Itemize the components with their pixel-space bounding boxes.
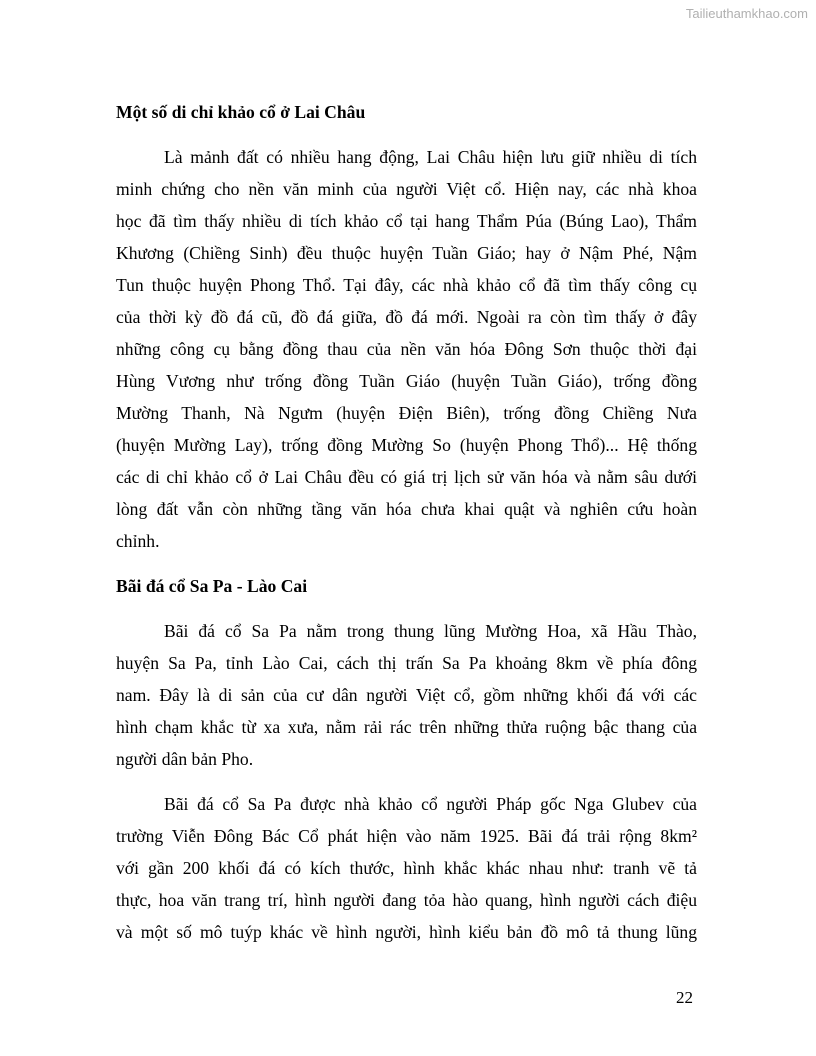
text-line: Là mảnh đất có nhiều hang động, Lai Châu hiện lưu giữ nhiều di tích (164, 147, 697, 167)
text-line: Tun thuộc huyện Phong Thổ. Tại đây, các nhà khảo cổ đã tìm thấy công cụ (116, 275, 697, 295)
text-line: người dân bản Pho. (116, 749, 254, 769)
page-number: 22 (676, 988, 693, 1007)
text-line: Mường Thanh, Nà Ngưm (huyện Điện Biên), trống đồng Chiềng Nưa (116, 403, 697, 423)
text-line: Bãi đá cổ Sa Pa nằm trong thung lũng Mường Hoa, xã Hầu Thào, (164, 621, 697, 641)
section-spacing (116, 557, 697, 570)
text-line: huyện Sa Pa, tỉnh Lào Cai, cách thị trấn Sa Pa khoảng 8km về phía đông (116, 653, 697, 673)
paragraph (116, 788, 697, 948)
text-line: học đã tìm thấy nhiều di tích khảo cổ tại hang Thẩm Púa (Búng Lao), Thẩm (116, 211, 697, 231)
paragraph-spacing (116, 128, 697, 141)
paragraph-spacing (116, 775, 697, 788)
text-line: Khương (Chiềng Sinh) đều thuộc huyện Tuần Giáo; hay ở Nậm Phé, Nậm (116, 243, 697, 263)
text-line: những công cụ bằng đồng thau của nền văn hóa Đông Sơn thuộc thời đại (116, 339, 697, 359)
text-line: với gần 200 khối đá có kích thước, hình khắc khác nhau như: tranh vẽ tả (116, 858, 697, 878)
paragraph (116, 615, 697, 775)
text-line: Bãi đá cổ Sa Pa được nhà khảo cổ người Pháp gốc Nga Glubev của (164, 794, 697, 814)
text-line: minh chứng cho nền văn minh của người Việt cổ. Hiện nay, các nhà khoa (116, 179, 697, 199)
paragraph-spacing (116, 602, 697, 615)
text-line: thực, hoa văn trang trí, hình người đang tỏa hào quang, hình người cách điệu (116, 890, 697, 910)
document-body (116, 96, 697, 948)
text-line: nam. Đây là di sản của cư dân người Việt cổ, gồm những khối đá với các (116, 685, 697, 705)
text-line: và một số mô tuýp khác về hình người, hình kiểu bản đồ mô tả thung lũng (116, 922, 697, 942)
section-heading: Bãi đá cổ Sa Pa - Lào Cai (116, 576, 308, 596)
text-line: chỉnh. (116, 531, 160, 551)
text-line: (huyện Mường Lay), trống đồng Mường So (huyện Phong Thổ)... Hệ thống (116, 435, 697, 455)
text-line: các di chỉ khảo cổ ở Lai Châu đều có giá trị lịch sử văn hóa và nằm sâu dưới (116, 467, 697, 487)
watermark: Tailieuthamkhao.com (685, 6, 808, 21)
paragraph (116, 141, 697, 557)
section-heading: Một số di chỉ khảo cổ ở Lai Châu (116, 102, 366, 122)
text-line: Hùng Vương như trống đồng Tuần Giáo (huyện Tuần Giáo), trống đồng (116, 371, 697, 391)
text-line: lòng đất vẫn còn những tầng văn hóa chưa khai quật và nghiên cứu hoàn (116, 499, 697, 519)
text-line: của thời kỳ đồ đá cũ, đồ đá giữa, đồ đá mới. Ngoài ra còn tìm thấy ở đây (116, 307, 697, 327)
text-line: hình chạm khắc từ xa xưa, nằm rải rác trên những thửa ruộng bậc thang của (116, 717, 697, 737)
text-line: trường Viễn Đông Bác Cổ phát hiện vào năm 1925. Bãi đá trải rộng 8km² (116, 826, 697, 846)
